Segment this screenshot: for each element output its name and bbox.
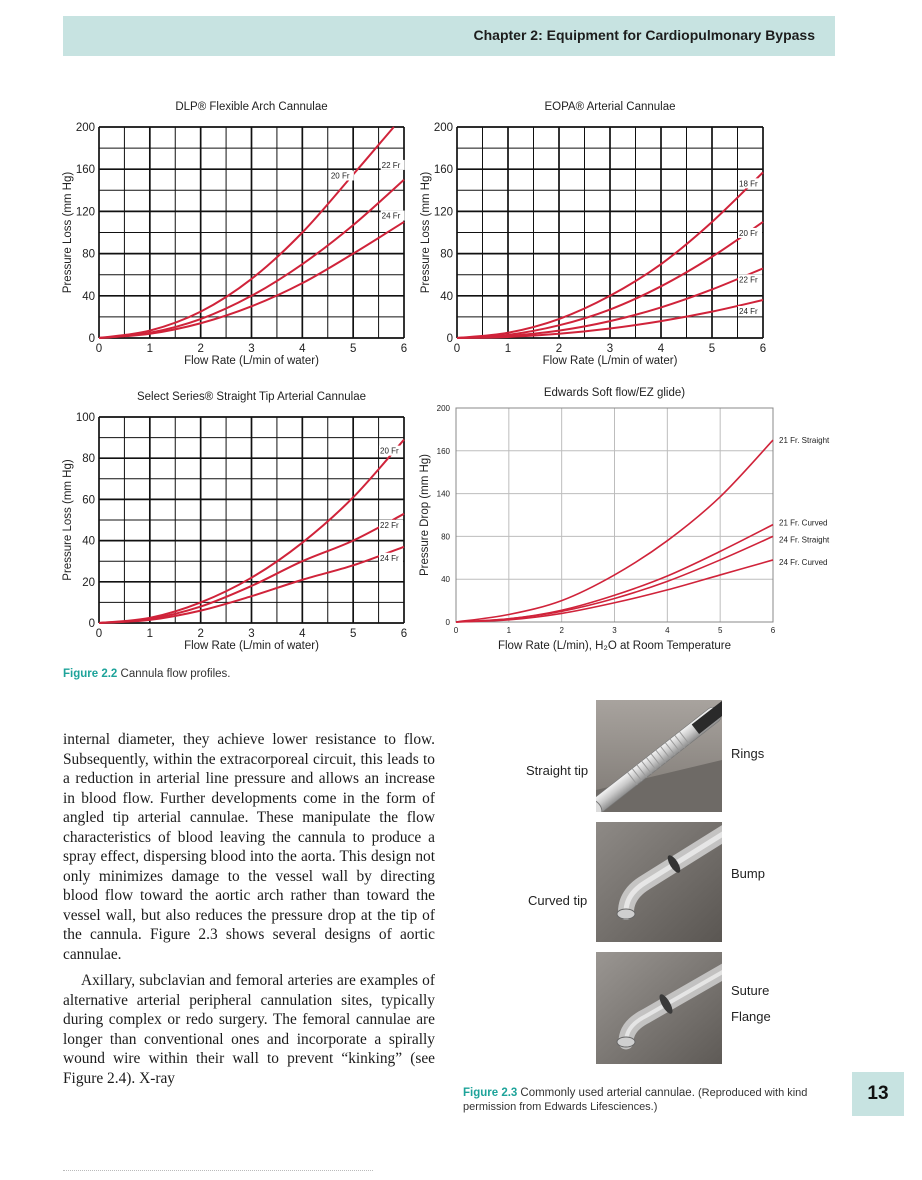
y-tick-label: 100 [75, 412, 95, 424]
grid [456, 408, 773, 622]
chart-eopa-arterial [412, 90, 792, 375]
chart-title: DLP® Flexible Arch Cannulae [175, 101, 328, 113]
y-tick-label: 40 [82, 535, 95, 548]
x-tick-label: 5 [349, 628, 357, 640]
straight-tip-cannula-image [596, 700, 722, 812]
y-tick-label: 80 [82, 453, 95, 466]
x-tick-label: 2 [197, 343, 204, 355]
y-tick-label: 0 [88, 333, 95, 345]
flange-cannula-image [596, 952, 722, 1064]
y-tick-label: 80 [82, 248, 95, 261]
x-tick-label: 6 [400, 343, 408, 355]
x-tick-label: 0 [453, 343, 461, 355]
y-tick-label: 160 [436, 446, 450, 456]
label-flange: Flange [731, 1009, 771, 1024]
x-tick-label: 3 [248, 628, 255, 640]
x-tick-label: 4 [299, 343, 306, 355]
paragraph: internal diameter, they achieve lower resistance to flow. Subsequently, within the extracorporeal circuit, this leads to a reduction in arterial line pressure and allows an increase in blood flow. Further developments come in the form of angled tip arterial cannulae. These manipulate the flow characteristics of blood leaving the cannula to produce a spray effect, dispersing blood into the aorta. This design not only minimizes damage to the vessel wall by directing blood flow toward the aortic arch rather than toward the vessel wall, but also reduces the pressure drop at the tip of the cannula. Figure 2.3 shows several designs of aortic cannulae. [63, 731, 435, 963]
curved-tip-photo [596, 822, 722, 942]
y-tick-label: 140 [436, 489, 450, 499]
chart-title: Edwards Soft flow/EZ glide) [543, 387, 686, 399]
y-tick-label: 40 [441, 575, 450, 585]
series-label: 20 Fr [330, 171, 350, 181]
x-tick-label: 1 [146, 343, 154, 355]
series-label: 22 Fr [380, 520, 399, 530]
series-label: 21 Fr. Straight [779, 436, 830, 446]
series-label: 24 Fr. Straight [779, 535, 830, 545]
x-axis-label: Flow Rate (L/min of water) [542, 355, 678, 367]
label-straight-tip: Straight tip [526, 763, 589, 778]
label-suture: Suture [731, 983, 770, 998]
y-tick-label: 40 [82, 290, 95, 303]
x-tick-label: 5 [717, 626, 723, 635]
series-label: 21 Fr. Curved [779, 518, 828, 528]
x-tick-label: 6 [759, 343, 767, 355]
x-tick-label: 0 [453, 626, 459, 635]
y-tick-label: 80 [441, 532, 450, 542]
y-tick-label: 40 [440, 290, 453, 303]
y-tick-label: 200 [436, 404, 450, 413]
x-tick-label: 1 [146, 628, 154, 640]
label-rings: Rings [731, 746, 765, 761]
chart-title: Select Series® Straight Tip Arterial Cannulae [136, 391, 367, 403]
y-tick-label: 120 [433, 206, 453, 219]
x-tick-label: 3 [606, 343, 614, 355]
series-label: 22 Fr [739, 275, 758, 285]
y-tick-label: 0 [88, 618, 95, 630]
y-tick-label: 160 [75, 164, 95, 177]
x-tick-label: 1 [506, 626, 512, 635]
label-curved-tip: Curved tip [528, 893, 588, 908]
x-tick-label: 3 [612, 626, 617, 635]
x-tick-label: 0 [95, 343, 103, 355]
series-label: 22 Fr [381, 160, 401, 170]
series-label: 24 Fr [381, 211, 401, 221]
y-tick-label: 200 [433, 122, 453, 134]
x-tick-label: 3 [248, 343, 255, 355]
grid [99, 417, 404, 623]
y-tick-label: 200 [75, 122, 95, 134]
x-tick-label: 5 [708, 343, 716, 355]
paragraph: Axillary, subclavian and femoral arteries are examples of alternative arterial peripheral cannulation sites, typically during complex or redo surgery. The femoral cannulae are longer than conventional ones and incorporate a spirally wound wire within their wall to prevent “kinking” (see Figure 2.4). X-ray [63, 972, 435, 1087]
x-axis-label: Flow Rate (L/min of water) [184, 640, 319, 652]
series-label: 24 Fr [380, 553, 399, 563]
caption-text: Commonly used arterial cannulae. [520, 1087, 695, 1099]
label-bump: Bump [731, 866, 765, 881]
x-tick-label: 4 [657, 343, 665, 355]
y-tick-label: 80 [440, 248, 453, 261]
x-tick-label: 4 [299, 628, 306, 640]
caption-credit: (Reproduced with kind permission from Edwards Lifesciences.) [463, 1087, 808, 1113]
figure-2-2-caption [63, 668, 230, 680]
x-tick-label: 4 [665, 626, 670, 635]
chart-select-series [55, 383, 425, 658]
series-label: 20 Fr [739, 228, 758, 238]
y-axis-label: Pressure Loss (mm Hg) [62, 459, 74, 581]
caption-text: Cannula flow profiles. [120, 668, 231, 680]
running-header [63, 16, 835, 56]
figure-2-3-caption [463, 1086, 843, 1114]
curved-tip-cannula-image [596, 822, 722, 942]
y-tick-label: 160 [433, 164, 453, 177]
y-tick-label: 120 [75, 206, 95, 219]
figure-label: Figure 2.3 [463, 1087, 518, 1099]
x-tick-label: 6 [770, 626, 776, 635]
footer-rule [63, 1170, 373, 1172]
page-number: 13 [852, 1072, 904, 1116]
y-tick-label: 60 [82, 494, 95, 507]
chart-title: EOPA® Arterial Cannulae [544, 101, 676, 113]
x-tick-label: 2 [559, 626, 564, 635]
x-tick-label: 2 [555, 343, 563, 355]
x-tick-label: 1 [504, 343, 512, 355]
series-label: 24 Fr. Curved [779, 557, 828, 567]
y-axis-label: Pressure Drop (mm Hg) [419, 453, 431, 577]
x-tick-label: 2 [197, 628, 204, 640]
x-axis-label: Flow Rate (L/min of water) [184, 355, 319, 367]
x-tick-label: 6 [400, 628, 408, 640]
x-tick-label: 0 [95, 628, 103, 640]
straight-tip-photo [596, 700, 722, 812]
grid [457, 127, 763, 338]
y-axis-label: Pressure Loss (mm Hg) [62, 171, 74, 294]
series-label: 18 Fr [739, 179, 758, 189]
chapter-title: Chapter 2: Equipment for Cardiopulmonary Bypass [473, 27, 815, 43]
figure-label: Figure 2.2 [63, 668, 118, 680]
chart-dlp-flexible-arch [55, 90, 425, 375]
chart-edwards-soft-flow [408, 383, 848, 658]
y-tick-label: 0 [446, 333, 453, 345]
y-tick-label: 20 [82, 576, 95, 589]
x-axis-label: Flow Rate (L/min), H₂O at Room Temperature [497, 640, 732, 652]
y-tick-label: 0 [445, 618, 450, 627]
x-tick-label: 5 [349, 343, 357, 355]
suture-flange-photo [596, 952, 722, 1064]
y-axis-label: Pressure Loss (mm Hg) [420, 171, 432, 294]
series-label: 24 Fr [739, 307, 758, 317]
series-label: 20 Fr [380, 446, 399, 456]
body-text [63, 730, 435, 1088]
